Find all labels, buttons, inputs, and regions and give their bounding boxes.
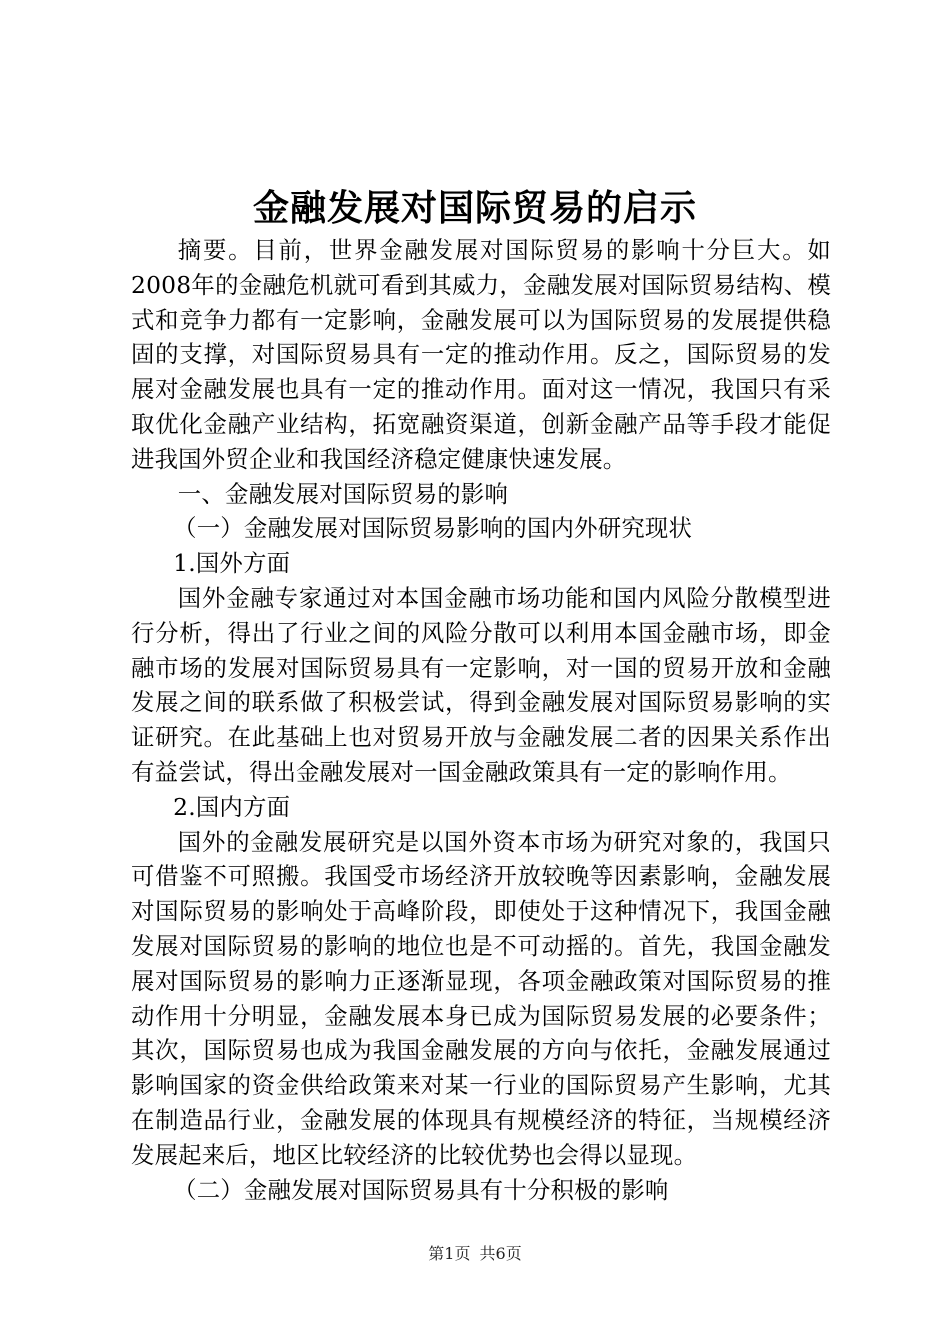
domestic-research-paragraph: 国外的金融发展研究是以国外资本市场为研究对象的，我国只可借鉴不可照搬。我国受市场经济开放较晚等因素影响，金融发展对国际贸易的影响处于高峰阶段，即使处于这种情况下，我国金融发展对国际贸易的影响的地位也是不可动摇的。首先，我国金融发展对国际贸易的影响力正逐渐显现，各项金融政策对国际贸易的推动作用十分明显，金融发展本身已成为国际贸易发展的必要条件；其次，国际贸易也成为我国金融发展的方向与依托，金融发展通过影响国家的资金供给政策来对某一行业的国际贸易产生影响，尤其在制造品行业，金融发展的体现具有规模经济的特征，当规模经济发展起来后，地区比较经济的比较优势也会得以显现。: [131, 827, 831, 1169]
document-body: [131, 233, 831, 1207]
page-footer: 第1页 共6页: [428, 1244, 522, 1263]
foreign-research-paragraph: 国外金融专家通过对本国金融市场功能和国内风险分散模型进行分析，得出了行业之间的风险分散可以利用本国金融市场，即金融市场的发展对国际贸易具有一定影响，对一国的贸易开放和金融发展之间的联系做了积极尝试，得到金融发展对国际贸易影响的实证研究。在此基础上也对贸易开放与金融发展二者的因果关系作出有益尝试，得出金融发展对一国金融政策具有一定的影响作用。: [131, 583, 831, 786]
item-heading-foreign: 1.国外方面: [173, 549, 291, 578]
subsection-heading-2: （二）金融发展对国际贸易具有十分积极的影响: [173, 1175, 669, 1204]
document-title: 金融发展对国际贸易的启示: [252, 188, 697, 229]
abstract-paragraph: 摘要。目前，世界金融发展对国际贸易的影响十分巨大。如2008年的金融危机就可看到其威力，金融发展对国际贸易结构、模式和竞争力都有一定影响，金融发展可以为国际贸易的发展提供稳固的支撑，对国际贸易具有一定的推动作用。反之，国际贸易的发展对金融发展也具有一定的推动作用。面对这一情况，我国只有采取优化金融产业结构，拓宽融资渠道，创新金融产品等手段才能促进我国外贸企业和我国经济稳定健康快速发展。: [131, 236, 831, 473]
subsection-heading-1: （一）金融发展对国际贸易影响的国内外研究现状: [173, 514, 693, 543]
section-heading-1: 一、金融发展对国际贸易的影响: [177, 479, 509, 508]
item-heading-domestic: 2.国内方面: [173, 792, 291, 821]
